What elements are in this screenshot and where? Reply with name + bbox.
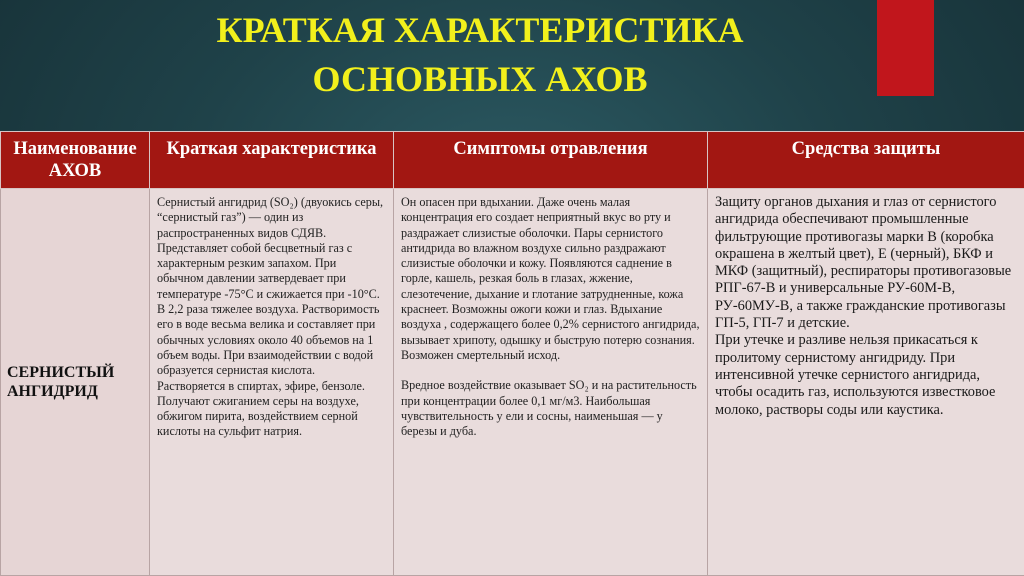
title-line-2: ОСНОВНЫХ АХОВ bbox=[312, 59, 648, 99]
red-accent-block bbox=[877, 0, 934, 96]
header-name: Наименование АХОВ bbox=[1, 132, 150, 189]
cell-description: Сернистый ангидрид (SO₂) (двуокись серы, “сернистый газ”) — один из распространенных видов СДЯВ. Представляет собой бесцветный газ с характерным резким запахом. При обычном давлении затвердевает при температуре -75°С и сжижается при -10°С. В 2,2 раза тяжелее воздуха. Растворимость его в воде весьма велика и составляет при обычных условиях около 40 объемов на 1 объем воды. При взаимодействии с водой образуется сернистая кислота. Растворяется в спиртах, эфире, бензоле. Получают сжиганием серы на воздухе, обжигом пирита, воздействием серной кислоты на сульфит натрия. bbox=[150, 189, 394, 576]
symptoms-paragraph-2: Вредное воздействие оказывает SO₂ и на растительность при концентрации более 0,1 мг/м3. Наибольшая чувствительность у ели и сосны, наименьшая — у березы и дуба. bbox=[401, 378, 697, 439]
protection-paragraph-2: При утечке и разливе нельзя прикасаться к пролитому сернистому ангидриду. При интенсивной утечке сернистого ангидрида, чтобы осадить газ, используются известковое молоко, растворы соды или каустика. bbox=[715, 332, 996, 418]
header-description: Краткая характеристика bbox=[150, 132, 394, 189]
title-line-1: КРАТКАЯ ХАРАКТЕРИСТИКА bbox=[216, 10, 744, 50]
header-protection: Средства защиты bbox=[708, 132, 1024, 189]
protection-paragraph-1: Защиту органов дыхания и глаз от сернистого ангидрида обеспечивают промышленные фильтрующие противогазы марки В (коробка окрашена в желтый цвет), Е (черный), БКФ и МКФ (защитный), респираторы противогазовые РПГ-67-В и универсальные РУ-60М-В, РУ-60МУ-В, а также гражданские противогазы ГП-5, ГП-7 и детские. bbox=[715, 194, 1012, 332]
table-row bbox=[1, 189, 1024, 576]
symptoms-paragraph-1: Он опасен при вдыхании. Даже очень малая концентрация его создает неприятный вкус во рту и раздражает слизистые оболочки. Пары сернистого антидрида во влажном воздухе сильно раздражают слизистые оболочки и кожу. Появляются саднение в горле, кашель, резкая боль в глазах, жжение, слезотечение, дыхание и глотание затрудненные, кожа краснеет. Возможны ожоги кожи и глаз. Вдыхание воздуха , содержащего более 0,2% сернистого ангидрида, вызывает хрипоту, одышку и быструю потерю сознания. Возможен смертельный исход. bbox=[401, 195, 700, 362]
cell-symptoms bbox=[394, 189, 708, 576]
table-header-row bbox=[1, 132, 1024, 189]
cell-substance-name: СЕРНИСТЫЙ АНГИДРИД bbox=[1, 189, 150, 576]
ahov-table bbox=[0, 131, 1024, 576]
cell-protection bbox=[708, 189, 1024, 576]
slide-title bbox=[120, 6, 840, 104]
header-symptoms: Симптомы отравления bbox=[394, 132, 708, 189]
ahov-table-container bbox=[0, 131, 1024, 576]
